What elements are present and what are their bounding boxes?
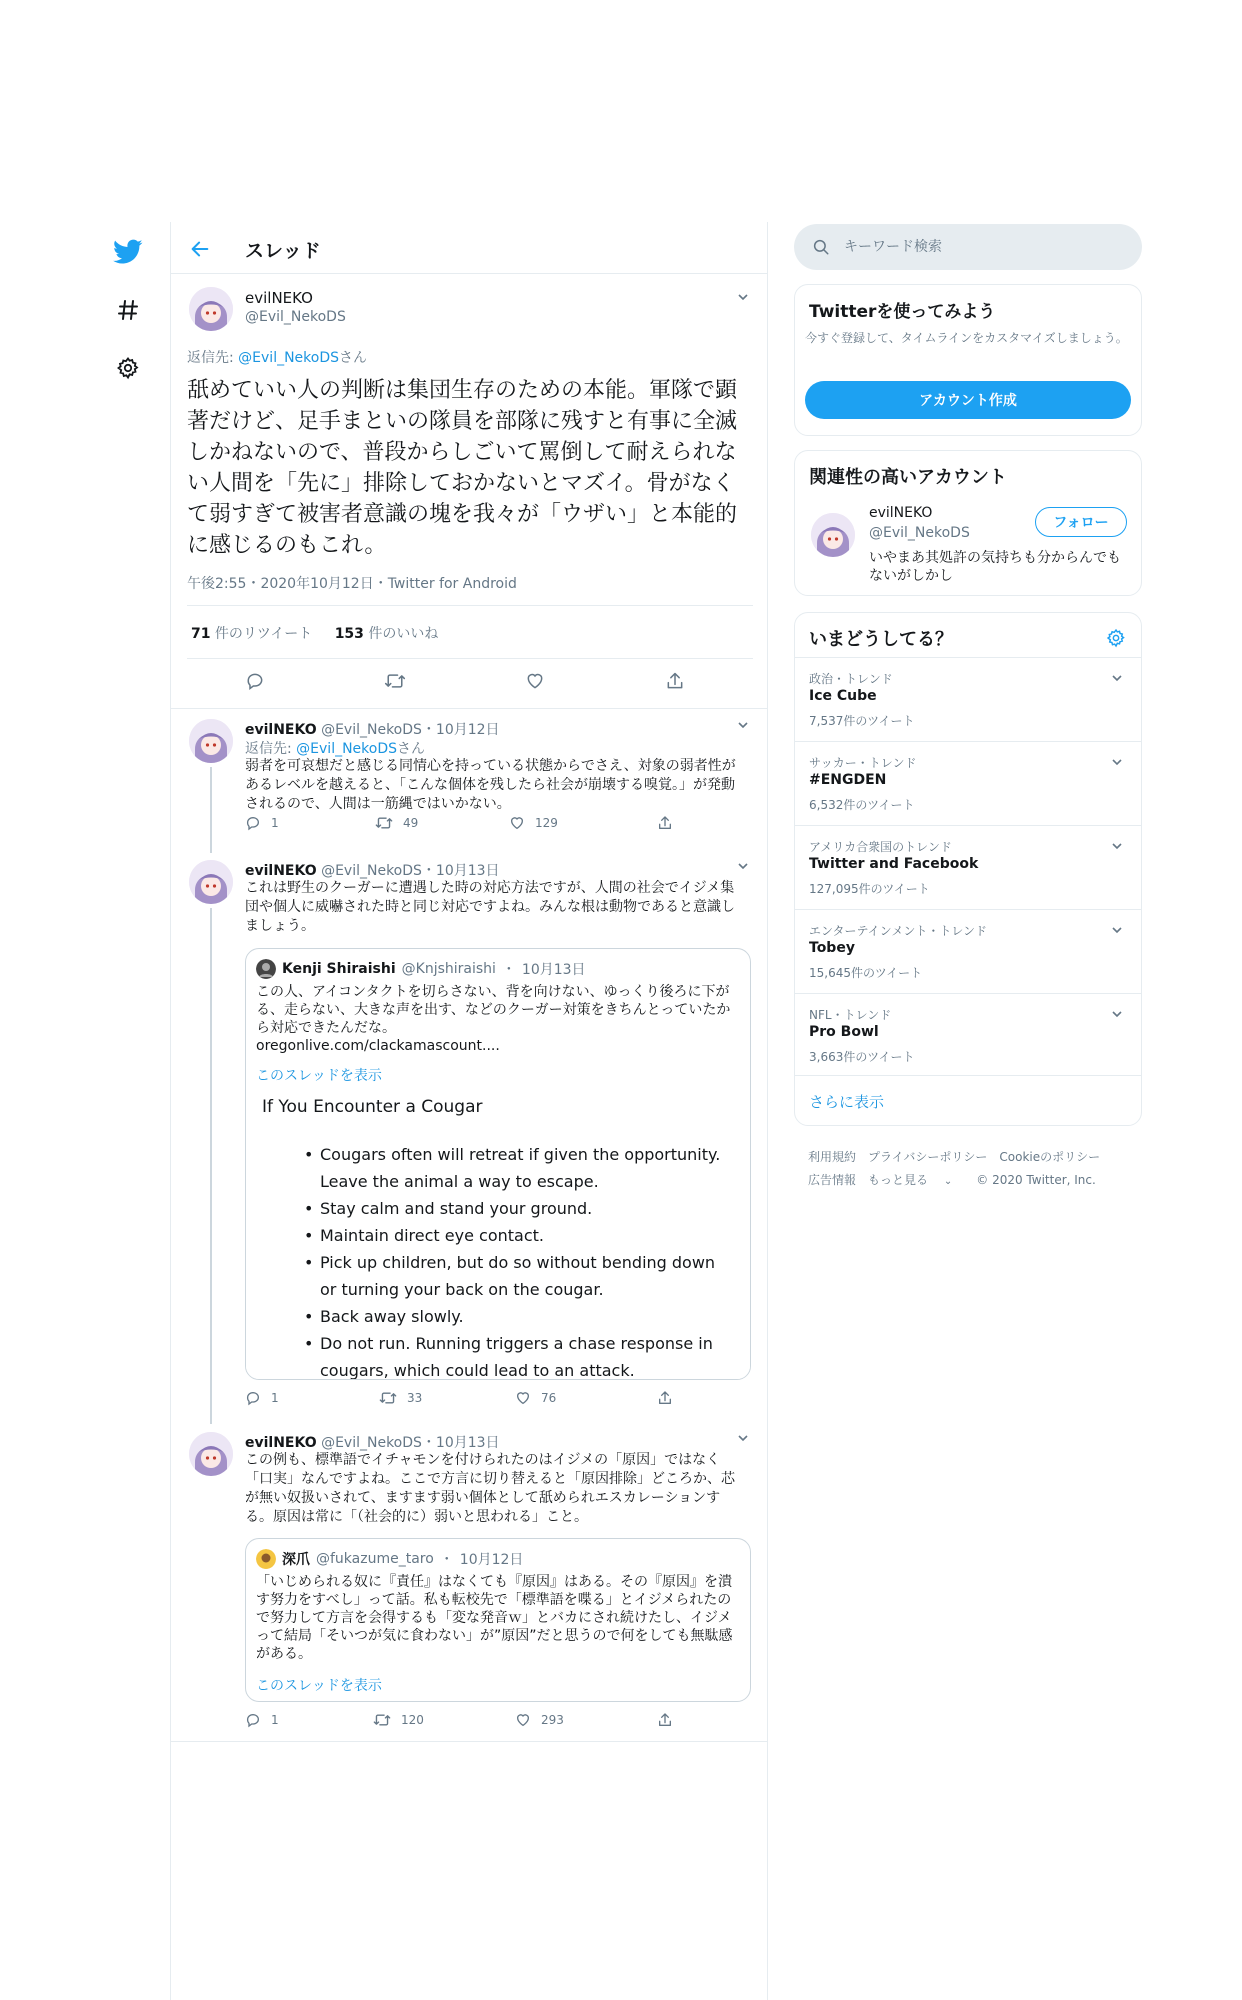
chevron-down-icon[interactable]: [1107, 752, 1127, 772]
reply-to-suffix: さん: [339, 350, 368, 366]
author-name[interactable]: evilNEKO: [245, 722, 317, 738]
chevron-down-icon[interactable]: [733, 287, 753, 307]
author-name[interactable]: evilNEKO: [245, 863, 317, 879]
retweet-label: 件のリツイート: [210, 626, 313, 642]
share-action[interactable]: [657, 1390, 673, 1406]
explore-hashtag-icon[interactable]: [108, 290, 148, 330]
quoted-author-name: 深爪: [282, 1552, 310, 1568]
tweet-stats: [187, 605, 753, 659]
signup-description: 今すぐ登録して、タイムラインをカスタマイズしましょう。: [805, 331, 1128, 345]
tweet-actions: [245, 815, 705, 839]
account-handle[interactable]: @Evil_NekoDS: [869, 525, 970, 541]
trend-category: サッカー・トレンド: [809, 756, 917, 770]
trend-count: 6,532件のツイート: [809, 798, 915, 812]
chevron-down-icon[interactable]: [733, 856, 753, 876]
reply-header: evilNEKO @Evil_NekoDS・10月12日: [245, 722, 500, 738]
chevron-down-icon[interactable]: [733, 715, 753, 735]
reply-action[interactable]: [245, 1712, 279, 1728]
retweet-count: 49: [403, 816, 419, 830]
show-thread-link[interactable]: このスレッドを表示: [256, 1068, 382, 1084]
reply-to-line: [245, 738, 425, 758]
quoted-date: 10月13日: [521, 962, 586, 978]
tweet-date[interactable]: 10月13日: [435, 863, 500, 879]
tweet-meta[interactable]: 午後2:55・2020年10月12日・Twitter for Android: [187, 576, 517, 592]
quoted-author-handle: @Knjshiraishi: [401, 961, 496, 977]
reply-to-link[interactable]: @Evil_NekoDS: [296, 741, 398, 757]
main-column: [170, 222, 768, 2000]
author-handle[interactable]: @Evil_NekoDS: [321, 722, 422, 738]
show-more-link[interactable]: さらに表示: [809, 1093, 885, 1111]
tweet-text: 舐めていい人の判断は集団生存のための本能。軍隊で顕著だけど、足手まといの隊員を部隊に残すと有事に全滅しかねないので、普段からしごいて罵倒して耐えられない人間を「先に」排除しておかないとマズイ。骨がなくて弱すぎて被害者意識の塊を我々が「ウザい」と本能的に感じるのもこれ。: [187, 378, 738, 558]
tweet-actions: [245, 1390, 705, 1414]
thread-header: [171, 222, 767, 274]
footer-copyright: © 2020 Twitter, Inc.: [976, 1173, 1096, 1187]
trend-item[interactable]: [795, 657, 1141, 741]
image-list-item: • Stay calm and stand your ground.: [304, 1195, 734, 1222]
reply-to-prefix: 返信先:: [245, 741, 297, 757]
trend-category: エンターテインメント・トレンド: [809, 924, 988, 938]
author-handle[interactable]: @Evil_NekoDS: [321, 1435, 422, 1451]
chevron-down-icon[interactable]: [1107, 836, 1127, 856]
retweet-action[interactable]: [375, 815, 418, 831]
reply-count: 1: [271, 1713, 279, 1727]
search-icon: [810, 236, 832, 258]
retweet-count: 71: [191, 626, 211, 642]
avatar[interactable]: [189, 287, 233, 331]
reply-count: 1: [271, 1391, 279, 1405]
reply-icon[interactable]: [243, 669, 267, 693]
footer-cookies-link[interactable]: Cookieのポリシー: [999, 1150, 1101, 1164]
heart-icon: [515, 1712, 531, 1728]
like-action[interactable]: [515, 1390, 556, 1406]
retweet-action[interactable]: [373, 1712, 424, 1728]
reply-icon: [245, 1390, 261, 1406]
reply-header: evilNEKO @Evil_NekoDS・10月13日: [245, 1435, 500, 1451]
related-accounts-card: [794, 450, 1142, 596]
trend-item[interactable]: [795, 993, 1141, 1077]
heart-icon[interactable]: [523, 669, 547, 693]
like-count: 129: [535, 816, 558, 830]
signup-title: Twitterを使ってみよう: [809, 302, 996, 322]
quoted-header: 深爪 @fukazume_taro ・ 10月12日: [256, 1549, 523, 1569]
author-handle[interactable]: @Evil_NekoDS: [321, 863, 422, 879]
trend-category: アメリカ合衆国のトレンド: [809, 840, 952, 854]
follow-button[interactable]: フォロー: [1035, 507, 1127, 537]
avatar[interactable]: [189, 860, 233, 904]
avatar: [256, 959, 276, 979]
quoted-author-handle: @fukazume_taro: [316, 1551, 434, 1567]
thread-line: [210, 767, 212, 853]
retweet-count: 120: [401, 1713, 424, 1727]
tweet-text: これは野生のクーガーに遭遇した時の対応方法ですが、人間の社会でイジメ集団や個人に威嚇された時と同じ対応ですよね。みんな根は動物であると意識しましょう。: [245, 880, 735, 934]
footer-links: [808, 1146, 1138, 1193]
account-name[interactable]: evilNEKO: [869, 505, 933, 521]
chevron-down-icon[interactable]: [733, 1428, 753, 1448]
avatar: [256, 1549, 276, 1569]
chevron-down-icon[interactable]: [1107, 668, 1127, 688]
retweet-count: 33: [407, 1391, 423, 1405]
share-icon[interactable]: [663, 669, 687, 693]
trend-count: 15,645件のツイート: [809, 966, 923, 980]
reply-count: 1: [271, 816, 279, 830]
reply-icon: [245, 1712, 261, 1728]
like-count: 293: [541, 1713, 564, 1727]
thread-line: [210, 908, 212, 1424]
share-action[interactable]: [657, 815, 673, 831]
trend-category: NFL・トレンド: [809, 1008, 892, 1022]
share-icon: [657, 815, 673, 831]
settings-gear-icon[interactable]: [1105, 627, 1127, 649]
share-icon: [657, 1390, 673, 1406]
like-count: 153: [334, 626, 364, 642]
trend-count: 127,095件のツイート: [809, 882, 930, 896]
create-account-button[interactable]: アカウント作成: [805, 381, 1131, 419]
author-handle[interactable]: @Evil_NekoDS: [245, 309, 346, 325]
like-action[interactable]: [509, 815, 558, 831]
related-title: 関連性の高いアカウント: [809, 467, 1007, 488]
heart-icon: [509, 815, 525, 831]
retweet-icon: [375, 815, 393, 831]
footer-more-label: もっと見る: [868, 1173, 929, 1187]
image-list-item: • Back away slowly.: [304, 1303, 734, 1330]
image-list: [304, 1141, 734, 1380]
trend-name: #ENGDEN: [809, 772, 887, 788]
show-thread-link[interactable]: このスレッドを表示: [256, 1678, 382, 1694]
trends-card: [794, 612, 1142, 1126]
signup-card: [794, 284, 1142, 436]
reply-tweet: [171, 1422, 767, 1742]
footer-ads-link[interactable]: 広告情報: [808, 1173, 857, 1187]
trend-name: Twitter and Facebook: [809, 856, 979, 872]
trend-count: 3,663件のツイート: [809, 1050, 915, 1064]
image-list-item: • Maintain direct eye contact.: [304, 1222, 734, 1249]
reply-tweet: [171, 708, 767, 850]
tweet-actions: [187, 663, 753, 703]
quoted-header: Kenji Shiraishi @Knjshiraishi ・ 10月13日: [256, 959, 586, 979]
reply-action[interactable]: [245, 815, 279, 831]
quoted-tweet[interactable]: [245, 1538, 751, 1702]
reply-to-prefix: 返信先:: [187, 350, 239, 366]
chevron-down-icon[interactable]: [1107, 1004, 1127, 1024]
image-list-item: • Do not run. Running triggers a chase response in cougars, which could lead to an attack.: [304, 1330, 734, 1380]
search-input[interactable]: [844, 234, 1124, 260]
reply-to-suffix: さん: [397, 741, 426, 757]
back-arrow-icon[interactable]: [187, 236, 213, 262]
retweet-stat[interactable]: [191, 626, 312, 642]
trend-item[interactable]: [795, 909, 1141, 993]
trend-name: Ice Cube: [809, 688, 877, 704]
image-list-item: • Pick up children, but do so without bending down or turning your back on the cougar.: [304, 1249, 734, 1303]
retweet-icon[interactable]: [383, 669, 407, 693]
left-nav: [108, 232, 148, 406]
quoted-text: [256, 983, 742, 1055]
trend-item[interactable]: [795, 741, 1141, 825]
quoted-body: この人、アイコンタクトを切らさない、背を向けない、ゆっくり後ろに下がる、走らない、大きな声を出す、などのクーガー対策をきちんとっていたから対応できたんだな。: [256, 984, 731, 1036]
share-action[interactable]: [657, 1712, 673, 1728]
reply-tweet: [171, 850, 767, 1422]
image-list-item: • Cougars often will retreat if given the opportunity. Leave the animal a way to escape.: [304, 1141, 734, 1195]
settings-gear-icon[interactable]: [108, 348, 148, 388]
like-action[interactable]: [515, 1712, 564, 1728]
quoted-date: 10月12日: [459, 1552, 524, 1568]
avatar[interactable]: [811, 513, 855, 557]
trend-count: 7,537件のツイート: [809, 714, 915, 728]
footer-terms-link[interactable]: 利用規約: [808, 1150, 857, 1164]
retweet-icon: [373, 1712, 391, 1728]
image-title: If You Encounter a Cougar: [262, 1097, 483, 1117]
quoted-tweet[interactable]: [245, 948, 751, 1380]
tweet-actions: [245, 1712, 705, 1736]
quoted-text: 「いじめられる奴に『責任』はなくても『原因』はある。その『原因』を潰す努力をすべし」って話。私も転校先で「標準語を喋る」とイジメられたので努力して方言を会得するも「変な発音ｗ」とバカにされ続けたし、イジメって結局「そいつが気に食わない」が”原因”だと思うので何をしても無駄感がある。: [256, 1574, 733, 1662]
tweet-date[interactable]: 10月12日: [435, 722, 500, 738]
avatar[interactable]: [189, 719, 233, 763]
account-bio: いやまあ其処許の気持ちも分からんでもないがしかし: [869, 550, 1121, 584]
quoted-author-name: Kenji Shiraishi: [282, 961, 396, 977]
twitter-logo-icon[interactable]: [108, 232, 148, 272]
like-count: 76: [541, 1391, 557, 1405]
trend-name: Pro Bowl: [809, 1024, 879, 1040]
cougar-image[interactable]: [246, 1089, 750, 1380]
avatar[interactable]: [189, 1432, 233, 1476]
tweet-date[interactable]: 10月13日: [435, 1435, 500, 1451]
retweet-icon: [379, 1390, 397, 1406]
retweet-action[interactable]: [379, 1390, 422, 1406]
reply-action[interactable]: [245, 1390, 279, 1406]
reply-to-link[interactable]: @Evil_NekoDS: [238, 350, 340, 366]
like-stat[interactable]: [335, 626, 439, 642]
author-name[interactable]: evilNEKO: [245, 289, 313, 307]
footer-more-link[interactable]: [868, 1173, 964, 1187]
chevron-down-icon: ⌄: [943, 1176, 953, 1187]
reply-header: evilNEKO @Evil_NekoDS・10月13日: [245, 863, 500, 879]
share-icon: [657, 1712, 673, 1728]
tweet-text: 弱者を可哀想だと感じる同情心を持っている状態からでさえ、対象の弱者性があるレベルを越えると、「こんな個体を残したら社会が崩壊する嗅覚。」が発動されるので、人間は一筋縄ではいかない。: [245, 758, 736, 812]
reply-to-line: [187, 347, 367, 367]
trend-category: 政治・トレンド: [809, 672, 893, 686]
quoted-url[interactable]: oregonlive.com/clackamascount....: [256, 1038, 500, 1054]
focused-tweet: [171, 275, 767, 707]
chevron-down-icon[interactable]: [1107, 920, 1127, 940]
trend-item[interactable]: [795, 825, 1141, 909]
tweet-text: この例も、標準語でイチャモンを付けられたのはイジメの「原因」ではなく「口実」なんですよね。ここで方言に切り替えると「原因排除」どころか、芯が無い奴扱いされて、ますます弱い個体として舐められエスカレーションする。原因は常に「（社会的に）弱いと思われる」こと。: [245, 1452, 735, 1525]
search-box[interactable]: [794, 224, 1142, 270]
reply-icon: [245, 815, 261, 831]
trend-name: Tobey: [809, 940, 855, 956]
heart-icon: [515, 1390, 531, 1406]
like-label: 件のいいね: [363, 626, 439, 642]
page-title: スレッド: [245, 240, 321, 262]
footer-privacy-link[interactable]: プライバシーポリシー: [868, 1150, 988, 1164]
author-name[interactable]: evilNEKO: [245, 1435, 317, 1451]
trends-title: いまどうしてる？: [809, 629, 953, 650]
